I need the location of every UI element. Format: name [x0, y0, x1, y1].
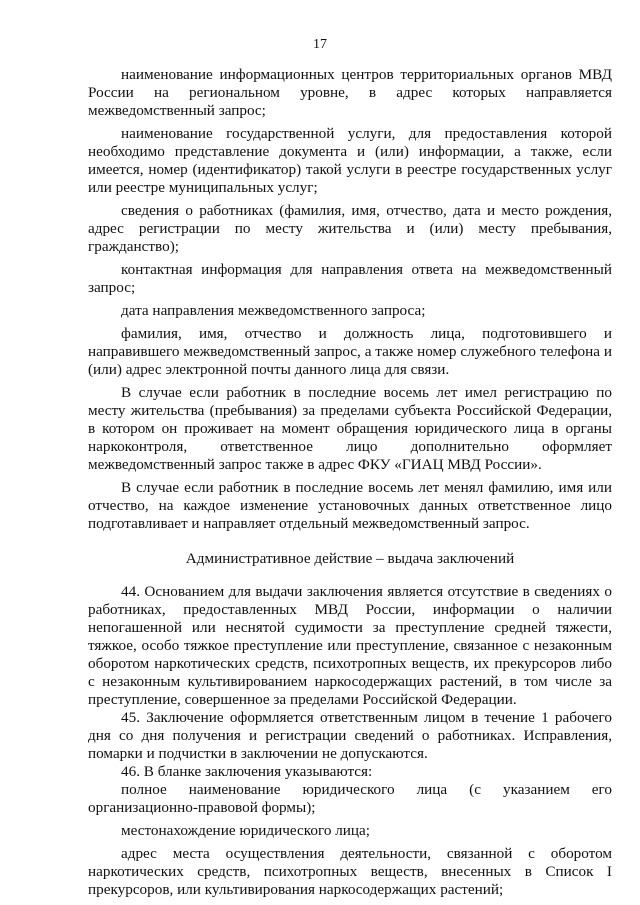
- paragraph-full-name: полное наименование юридического лица (с указанием его организационно-правовой формы);: [88, 781, 612, 816]
- document-body: [88, 66, 612, 899]
- paragraph-name-change: В случае если работник в последние восемь лет менял фамилию, имя или отчество, на каждое изменение установочных данных ответственное лицо подготавливает и направляет отдельный межведомственный запрос.: [88, 479, 612, 532]
- paragraph-request-date: дата направления межведомственного запроса;: [121, 302, 426, 319]
- paragraph-44: 44. Основанием для выдачи заключения является отсутствие в сведениях о работниках, предоставленных МВД России, информации о наличии непогашенной или неснятой судимости за преступление средней тяжести, тяжкое, особо тяжкое преступление или преступление, связанное с незаконным оборотом наркотических средств, психотропных веществ, их прекурсоров либо с незаконным культивированием наркосодержащих растений, в том числе за преступление, совершенное за пределами Российской Федерации.: [88, 583, 612, 708]
- paragraph-info-centers: наименование информационных центров территориальных органов МВД России на региональном уровне, в адрес которых направляется межведомственный запрос;: [88, 66, 612, 119]
- section-heading: Административное действие – выдача заключений: [185, 550, 515, 567]
- paragraph-service-name: наименование государственной услуги, для предоставления которой необходимо представление документа и (или) информации, а также, если имеется, номер (идентификатор) такой услуги в реестре государственных услуг или реестре муниципальных услуг;: [88, 125, 612, 196]
- paragraph-employee-details: сведения о работниках (фамилия, имя, отчество, дата и место рождения, адрес регистрации по месту жительства и (или) месту пребывания, гражданство);: [88, 202, 612, 255]
- paragraph-45: 45. Заключение оформляется ответственным лицом в течение 1 рабочего дня со дня получения и регистрации сведений о работниках. Исправления, помарки и подчистки в заключении не допускаются.: [88, 709, 612, 762]
- paragraph-contact-info: контактная информация для направления ответа на межведомственный запрос;: [88, 261, 612, 296]
- page-number: 17: [313, 37, 327, 52]
- paragraph-46: 46. В бланке заключения указываются:: [121, 763, 373, 780]
- paragraph-location: местонахождение юридического лица;: [121, 822, 371, 839]
- paragraph-responsible-person: фамилия, имя, отчество и должность лица, подготовившего и направившего межведомственный запрос, а также номер служебного телефона и (или) адрес электронной почты данного лица для связи.: [88, 325, 612, 378]
- paragraph-activity-address: адрес места осуществления деятельности, связанной с оборотом наркотических средств, психотропных веществ, внесенных в Список I прекурсоров, или культивирования наркосодержащих растений;: [88, 845, 612, 898]
- paragraph-registration-outside-region: В случае если работник в последние восемь лет имел регистрацию по месту жительства (пребывания) за пределами субъекта Российской Федерации, в котором он проживает на момент обращения юридического лица в органы наркоконтроля, ответственное лицо дополнительно оформляет межведомственный запрос также в адрес ФКУ «ГИАЦ МВД России».: [88, 384, 612, 473]
